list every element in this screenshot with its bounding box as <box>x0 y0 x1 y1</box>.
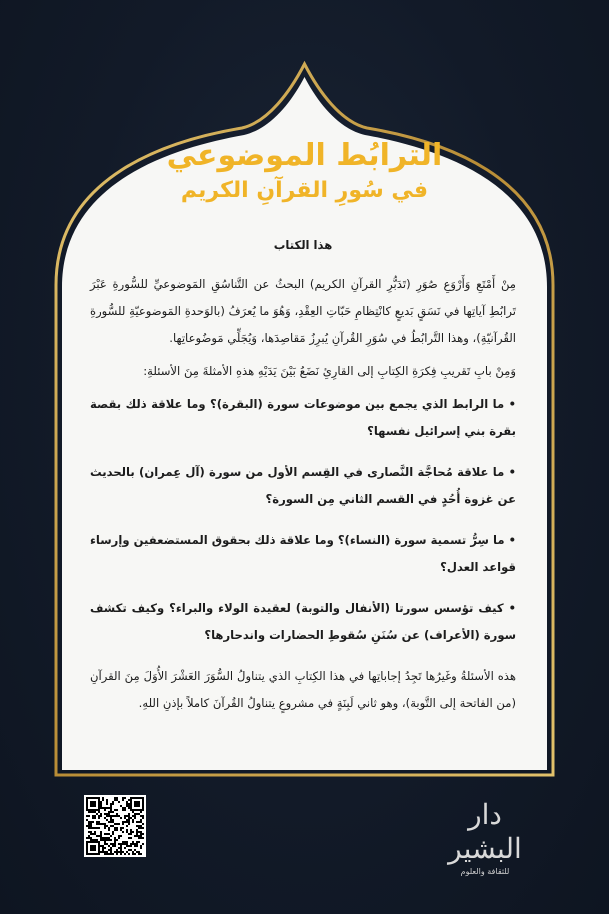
qr-code[interactable] <box>84 795 146 857</box>
question-4: • كيف تؤسس سورتا (الأنفال والتوبة) لعقيدة الولاء والبراء؟ وكيف تكشف سورة (الأعراف) عن سُنَنِ سُقوطِ الحضارات واندحارها؟ <box>90 601 516 642</box>
back-cover-text <box>90 232 516 725</box>
intro-paragraph: مِنْ أَمْتَعِ وَأَرْوَعِ صُوَرِ (تَدَبُّرِ القرآنِ الكريم) البحثُ عن التَّناسُقِ المَوضوعيِّ للسُّورةِ عَبْرَ تَرابُطِ آياتِها في نَسَقٍ بَديعٍ كانْتِظامِ حَبّاتِ العِقْدِ، وَهُوَ ما يُعرَفُ (بالوَحدةِ المَوضوعيّةِ للسُّورةِ القُرآنيّةِ)، وهذا التَّرابُطُ في سُوَرِ القُرآنِ يُبرِزُ مَقاصِدَها، وَيُجَلِّي مَوضُوعاتِها. <box>90 277 516 345</box>
qr-code-icon <box>84 795 146 857</box>
lead-paragraph: وَمِنْ بابِ تَقريبِ فِكرَةِ الكِتابِ إلى القارِئِ نَضَعُ بَيْنَ يَدَيْهِ هذهِ الأمثلةَ مِنَ الأسئلةِ: <box>143 364 516 378</box>
section-heading: هذا الكتاب <box>273 238 333 252</box>
book-title <box>0 138 609 206</box>
publisher-logo <box>440 798 530 876</box>
question-3: • ما سِرُّ تسمية سورة (النساء)؟ وما علاقة ذلك بحقوق المستضعفين وإرساء قواعد العدل؟ <box>90 533 516 574</box>
title-line-1: الترابُط الموضوعي <box>166 138 443 173</box>
closing-paragraph: هذه الأسئلةُ وغَيرُها تَجِدُ إجاباتِها في هذا الكِتابِ الذي يتناولُ السُّوَرَ العَشْرَ الأُوَلَ مِنَ القرآنِ (من الفاتحة إلى التَّوبة)، وهو ثاني لَبِنَةٍ في مشروعٍ يتناولُ القُرآنَ كاملاً بإذنِ اللهِ. <box>90 669 516 710</box>
question-1: • ما الرابط الذي يجمع بين موضوعات سورة (البقرة)؟ وما علاقة ذلك بقصة بقرة بني إسرائيل نفسها؟ <box>90 397 516 438</box>
question-2: • ما علاقة مُحاجَّة النَّصارى في القِسم الأول من سورة (آل عِمران) بالحديث عن غزوة أُحُدٍ في القسم الثاني مِن السورة؟ <box>90 465 516 506</box>
publisher-tagline: للثقافة والعلوم <box>460 867 510 876</box>
publisher-name: دار البشير <box>448 798 522 865</box>
title-line-2: في سُورِ القرآنِ الكريم <box>180 178 429 203</box>
